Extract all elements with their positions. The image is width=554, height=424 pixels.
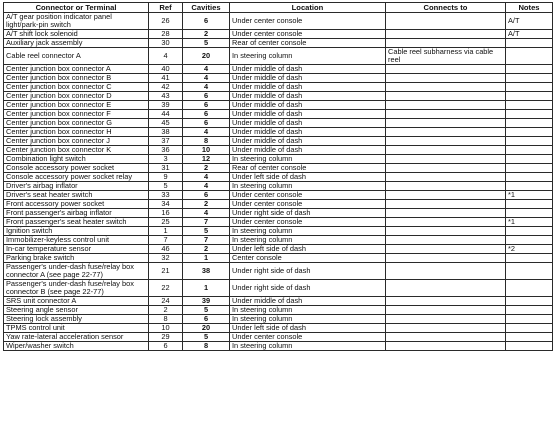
cell-notes xyxy=(506,65,553,74)
cell-ref: 37 xyxy=(149,137,183,146)
cell-connector: TPMS control unit xyxy=(4,324,149,333)
table-row xyxy=(4,146,553,155)
cell-connector: A/T gear position indicator panel light/park-pin switch xyxy=(4,13,149,30)
cell-connects-to xyxy=(386,263,506,280)
cell-ref: 16 xyxy=(149,209,183,218)
cell-notes xyxy=(506,92,553,101)
table-row xyxy=(4,315,553,324)
table-row xyxy=(4,333,553,342)
cell-notes xyxy=(506,119,553,128)
cell-connector: Center junction box connector H xyxy=(4,128,149,137)
cell-ref: 31 xyxy=(149,164,183,173)
cell-location: In steering column xyxy=(230,315,386,324)
cell-connects-to xyxy=(386,30,506,39)
cell-location: Under middle of dash xyxy=(230,92,386,101)
cell-connector: Center junction box connector E xyxy=(4,101,149,110)
cell-location: In steering column xyxy=(230,227,386,236)
cell-connects-to xyxy=(386,209,506,218)
cell-cavities: 6 xyxy=(183,110,230,119)
cell-connects-to xyxy=(386,119,506,128)
cell-location: Under center console xyxy=(230,218,386,227)
cell-cavities: 12 xyxy=(183,155,230,164)
cell-location: Under middle of dash xyxy=(230,128,386,137)
cell-connector: Ignition switch xyxy=(4,227,149,236)
table-row xyxy=(4,83,553,92)
cell-connector: Front passenger's seat heater switch xyxy=(4,218,149,227)
table-row xyxy=(4,110,553,119)
cell-cavities: 4 xyxy=(183,128,230,137)
cell-connector: Driver's airbag inflator xyxy=(4,182,149,191)
cell-ref: 21 xyxy=(149,263,183,280)
cell-cavities: 8 xyxy=(183,137,230,146)
cell-cavities: 1 xyxy=(183,254,230,263)
table-row xyxy=(4,128,553,137)
cell-connector: Driver's seat heater switch xyxy=(4,191,149,200)
cell-ref: 9 xyxy=(149,173,183,182)
cell-location: Under middle of dash xyxy=(230,110,386,119)
header-row xyxy=(4,3,553,13)
cell-location: Under center console xyxy=(230,13,386,30)
cell-ref: 36 xyxy=(149,146,183,155)
cell-cavities: 1 xyxy=(183,280,230,297)
table-row xyxy=(4,324,553,333)
cell-notes xyxy=(506,101,553,110)
cell-cavities: 10 xyxy=(183,146,230,155)
cell-notes xyxy=(506,297,553,306)
cell-ref: 40 xyxy=(149,65,183,74)
cell-cavities: 5 xyxy=(183,227,230,236)
cell-location: Under left side of dash xyxy=(230,324,386,333)
cell-cavities: 6 xyxy=(183,315,230,324)
cell-notes: *2 xyxy=(506,245,553,254)
table-row xyxy=(4,297,553,306)
cell-location: In steering column xyxy=(230,342,386,351)
table-row xyxy=(4,280,553,297)
cell-ref: 46 xyxy=(149,245,183,254)
cell-location: Under center console xyxy=(230,191,386,200)
cell-cavities: 4 xyxy=(183,173,230,182)
cell-connects-to xyxy=(386,164,506,173)
table-row xyxy=(4,39,553,48)
cell-cavities: 5 xyxy=(183,333,230,342)
cell-notes xyxy=(506,146,553,155)
table-body xyxy=(4,13,553,351)
cell-location: Under center console xyxy=(230,30,386,39)
cell-connector: Wiper/washer switch xyxy=(4,342,149,351)
cell-location: In steering column xyxy=(230,48,386,65)
cell-ref: 29 xyxy=(149,333,183,342)
cell-location: In steering column xyxy=(230,306,386,315)
table-row xyxy=(4,92,553,101)
cell-ref: 28 xyxy=(149,30,183,39)
cell-connector: SRS unit connector A xyxy=(4,297,149,306)
cell-connects-to xyxy=(386,155,506,164)
table-header xyxy=(4,3,553,13)
cell-cavities: 5 xyxy=(183,306,230,315)
cell-location: Under center console xyxy=(230,200,386,209)
header-connector: Connector or Terminal xyxy=(4,3,149,13)
cell-location: Under middle of dash xyxy=(230,137,386,146)
cell-notes xyxy=(506,315,553,324)
cell-connects-to xyxy=(386,92,506,101)
header-ref: Ref xyxy=(149,3,183,13)
cell-notes: *1 xyxy=(506,218,553,227)
cell-notes xyxy=(506,173,553,182)
cell-connects-to xyxy=(386,245,506,254)
cell-notes xyxy=(506,155,553,164)
cell-cavities: 6 xyxy=(183,119,230,128)
cell-ref: 10 xyxy=(149,324,183,333)
cell-notes xyxy=(506,39,553,48)
cell-notes xyxy=(506,209,553,218)
cell-ref: 32 xyxy=(149,254,183,263)
table-row xyxy=(4,74,553,83)
cell-cavities: 7 xyxy=(183,218,230,227)
table-row xyxy=(4,13,553,30)
cell-ref: 6 xyxy=(149,342,183,351)
table-row xyxy=(4,155,553,164)
cell-connects-to xyxy=(386,137,506,146)
cell-notes: A/T xyxy=(506,30,553,39)
cell-connector: Yaw rate-lateral acceleration sensor xyxy=(4,333,149,342)
cell-notes xyxy=(506,263,553,280)
cell-cavities: 39 xyxy=(183,297,230,306)
cell-cavities: 6 xyxy=(183,101,230,110)
cell-connects-to xyxy=(386,333,506,342)
table-row xyxy=(4,101,553,110)
cell-connector: Auxiliary jack assembly xyxy=(4,39,149,48)
cell-notes: A/T xyxy=(506,13,553,30)
cell-connector: Center junction box connector K xyxy=(4,146,149,155)
cell-notes xyxy=(506,200,553,209)
cell-notes xyxy=(506,137,553,146)
cell-ref: 2 xyxy=(149,306,183,315)
cell-cavities: 2 xyxy=(183,200,230,209)
table-row xyxy=(4,236,553,245)
cell-notes xyxy=(506,74,553,83)
cell-cavities: 2 xyxy=(183,245,230,254)
table-row xyxy=(4,119,553,128)
cell-location: Under middle of dash xyxy=(230,74,386,83)
cell-connects-to xyxy=(386,306,506,315)
cell-location: In steering column xyxy=(230,155,386,164)
cell-connector: A/T shift lock solenoid xyxy=(4,30,149,39)
cell-connector: Front accessory power socket xyxy=(4,200,149,209)
cell-notes xyxy=(506,83,553,92)
cell-cavities: 5 xyxy=(183,39,230,48)
cell-cavities: 38 xyxy=(183,263,230,280)
header-location: Location xyxy=(230,3,386,13)
cell-ref: 4 xyxy=(149,48,183,65)
cell-ref: 39 xyxy=(149,101,183,110)
cell-connects-to xyxy=(386,101,506,110)
cell-notes: *1 xyxy=(506,191,553,200)
cell-notes xyxy=(506,324,553,333)
cell-cavities: 4 xyxy=(183,209,230,218)
cell-location: Under middle of dash xyxy=(230,297,386,306)
table-row xyxy=(4,30,553,39)
cell-cavities: 4 xyxy=(183,182,230,191)
cell-location: Under right side of dash xyxy=(230,280,386,297)
cell-ref: 42 xyxy=(149,83,183,92)
table-row xyxy=(4,182,553,191)
cell-ref: 8 xyxy=(149,315,183,324)
table-row xyxy=(4,263,553,280)
cell-connects-to: Cable reel subharness via cable reel xyxy=(386,48,506,65)
cell-connector: Front passenger's airbag inflator xyxy=(4,209,149,218)
cell-connects-to xyxy=(386,342,506,351)
table-row xyxy=(4,137,553,146)
cell-connects-to xyxy=(386,297,506,306)
table-row xyxy=(4,254,553,263)
cell-notes xyxy=(506,227,553,236)
cell-ref: 30 xyxy=(149,39,183,48)
cell-ref: 41 xyxy=(149,74,183,83)
cell-cavities: 6 xyxy=(183,92,230,101)
table-row xyxy=(4,245,553,254)
cell-ref: 45 xyxy=(149,119,183,128)
cell-notes xyxy=(506,128,553,137)
cell-notes xyxy=(506,110,553,119)
cell-ref: 44 xyxy=(149,110,183,119)
cell-connects-to xyxy=(386,128,506,137)
cell-connector: Passenger's under-dash fuse/relay box connector B (see page 22-77) xyxy=(4,280,149,297)
cell-connector: Center junction box connector D xyxy=(4,92,149,101)
cell-connector: Immobilizer-keyless control unit xyxy=(4,236,149,245)
table-row xyxy=(4,209,553,218)
cell-location: Under middle of dash xyxy=(230,119,386,128)
cell-connector: Console accessory power socket relay xyxy=(4,173,149,182)
cell-connector: Passenger's under-dash fuse/relay box connector A (see page 22-77) xyxy=(4,263,149,280)
cell-connects-to xyxy=(386,173,506,182)
cell-connects-to xyxy=(386,227,506,236)
cell-notes xyxy=(506,342,553,351)
cell-connector: Center junction box connector G xyxy=(4,119,149,128)
cell-connects-to xyxy=(386,146,506,155)
cell-ref: 3 xyxy=(149,155,183,164)
table-row xyxy=(4,342,553,351)
cell-connects-to xyxy=(386,200,506,209)
cell-connects-to xyxy=(386,182,506,191)
cell-ref: 26 xyxy=(149,13,183,30)
table-row xyxy=(4,218,553,227)
cell-ref: 38 xyxy=(149,128,183,137)
cell-location: Under center console xyxy=(230,333,386,342)
cell-location: Under right side of dash xyxy=(230,209,386,218)
cell-location: In steering column xyxy=(230,182,386,191)
cell-connects-to xyxy=(386,13,506,30)
cell-connector: Steering angle sensor xyxy=(4,306,149,315)
table-row xyxy=(4,200,553,209)
cell-connects-to xyxy=(386,65,506,74)
table-row xyxy=(4,227,553,236)
cell-location: Rear of center console xyxy=(230,39,386,48)
cell-connects-to xyxy=(386,83,506,92)
cell-notes xyxy=(506,236,553,245)
cell-connects-to xyxy=(386,280,506,297)
cell-location: Center console xyxy=(230,254,386,263)
cell-connects-to xyxy=(386,110,506,119)
cell-location: Rear of center console xyxy=(230,164,386,173)
cell-location: Under middle of dash xyxy=(230,83,386,92)
cell-location: Under right side of dash xyxy=(230,263,386,280)
cell-location: In steering column xyxy=(230,236,386,245)
table-row xyxy=(4,191,553,200)
header-notes: Notes xyxy=(506,3,553,13)
header-cavities: Cavities xyxy=(183,3,230,13)
cell-ref: 43 xyxy=(149,92,183,101)
cell-connects-to xyxy=(386,74,506,83)
table-row xyxy=(4,48,553,65)
table-row xyxy=(4,164,553,173)
table-row xyxy=(4,173,553,182)
cell-cavities: 4 xyxy=(183,83,230,92)
cell-connects-to xyxy=(386,324,506,333)
cell-connector: Center junction box connector J xyxy=(4,137,149,146)
cell-connects-to xyxy=(386,236,506,245)
cell-connector: Cable reel connector A xyxy=(4,48,149,65)
cell-cavities: 20 xyxy=(183,324,230,333)
cell-ref: 33 xyxy=(149,191,183,200)
cell-connector: Center junction box connector B xyxy=(4,74,149,83)
cell-location: Under middle of dash xyxy=(230,65,386,74)
cell-connects-to xyxy=(386,191,506,200)
cell-connector: Center junction box connector C xyxy=(4,83,149,92)
cell-cavities: 2 xyxy=(183,164,230,173)
cell-cavities: 7 xyxy=(183,236,230,245)
cell-location: Under left side of dash xyxy=(230,173,386,182)
cell-connector: Combination light switch xyxy=(4,155,149,164)
cell-notes xyxy=(506,306,553,315)
cell-ref: 5 xyxy=(149,182,183,191)
header-connects-to: Connects to xyxy=(386,3,506,13)
cell-connects-to xyxy=(386,218,506,227)
cell-ref: 34 xyxy=(149,200,183,209)
cell-connects-to xyxy=(386,39,506,48)
cell-connector: Parking brake switch xyxy=(4,254,149,263)
cell-connects-to xyxy=(386,254,506,263)
cell-connector: Console accessory power socket xyxy=(4,164,149,173)
cell-notes xyxy=(506,48,553,65)
cell-connector: Center junction box connector A xyxy=(4,65,149,74)
cell-notes xyxy=(506,333,553,342)
cell-location: Under middle of dash xyxy=(230,101,386,110)
cell-ref: 22 xyxy=(149,280,183,297)
cell-connector: Center junction box connector F xyxy=(4,110,149,119)
cell-location: Under left side of dash xyxy=(230,245,386,254)
cell-cavities: 2 xyxy=(183,30,230,39)
cell-cavities: 6 xyxy=(183,13,230,30)
cell-ref: 7 xyxy=(149,236,183,245)
cell-cavities: 8 xyxy=(183,342,230,351)
cell-ref: 25 xyxy=(149,218,183,227)
cell-connector: Steering lock assembly xyxy=(4,315,149,324)
cell-notes xyxy=(506,164,553,173)
cell-cavities: 20 xyxy=(183,48,230,65)
table-row xyxy=(4,306,553,315)
cell-notes xyxy=(506,182,553,191)
cell-connects-to xyxy=(386,315,506,324)
cell-cavities: 6 xyxy=(183,191,230,200)
cell-cavities: 4 xyxy=(183,74,230,83)
cell-connector: In-car temperature sensor xyxy=(4,245,149,254)
cell-ref: 1 xyxy=(149,227,183,236)
cell-ref: 24 xyxy=(149,297,183,306)
table-row xyxy=(4,65,553,74)
cell-cavities: 4 xyxy=(183,65,230,74)
cell-location: Under middle of dash xyxy=(230,146,386,155)
cell-notes xyxy=(506,280,553,297)
cell-notes xyxy=(506,254,553,263)
connector-table xyxy=(3,2,553,351)
